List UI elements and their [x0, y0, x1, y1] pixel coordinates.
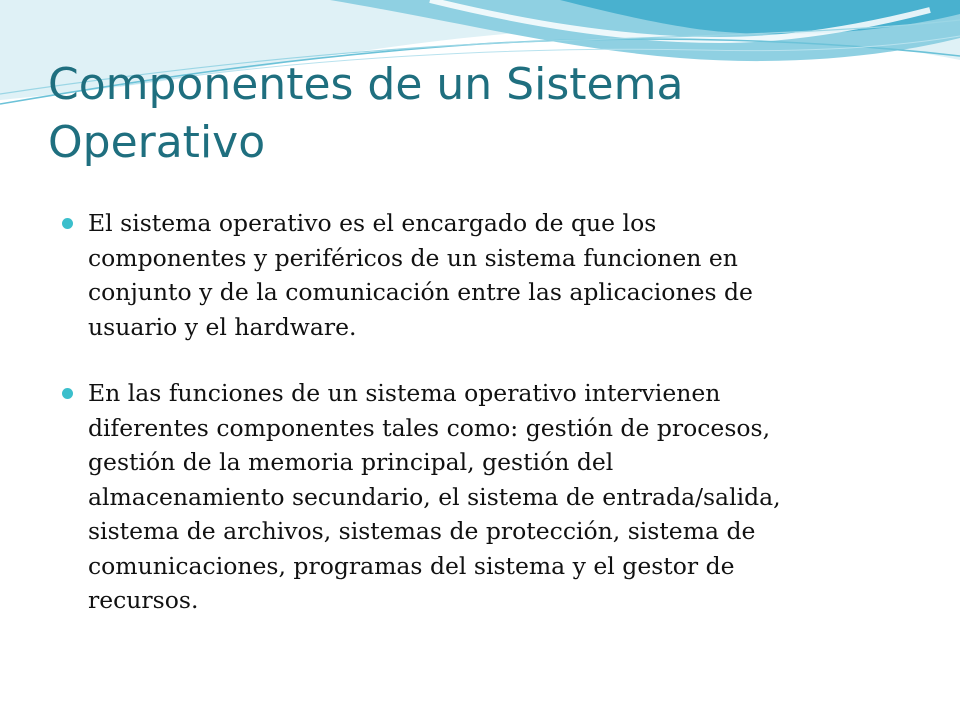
- bullet-item-1: [56, 206, 906, 344]
- bullet-2-line-2: diferentes componentes tales como: gestión de procesos,: [88, 413, 771, 442]
- bullet-2-line-7: recursos.: [88, 586, 199, 614]
- bullet-1-line-1: El sistema operativo es el encargado de que los: [88, 209, 657, 237]
- title-line-1: Componentes de un Sistema: [48, 59, 684, 110]
- bullet-1-line-2: componentes y periféricos de un sistema funcionen en: [88, 243, 738, 272]
- bullet-text-2: [88, 376, 906, 618]
- bullet-dot-icon: [62, 388, 73, 399]
- bullet-dot-icon: [62, 218, 73, 229]
- bullet-2-line-5: sistema de archivos, sistemas de protección, sistema de: [88, 517, 756, 545]
- bullet-list: [56, 206, 906, 650]
- bullet-2-line-4: almacenamiento secundario, el sistema de entrada/salida,: [88, 482, 781, 511]
- bullet-text-1: [88, 206, 906, 344]
- bullet-2-line-6: comunicaciones, programas del sistema y el gestor de: [88, 551, 735, 580]
- bullet-2-line-3: gestión de la memoria principal, gestión del: [88, 448, 614, 476]
- title-line-2: Operativo: [48, 117, 266, 168]
- bullet-1-line-3: conjunto y de la comunicación entre las aplicaciones de: [88, 278, 753, 306]
- bullet-1-line-4: usuario y el hardware.: [88, 312, 357, 341]
- slide-title: [48, 56, 928, 172]
- bullet-item-2: [56, 376, 906, 618]
- bullet-2-line-1: En las funciones de un sistema operativo intervienen: [88, 379, 721, 407]
